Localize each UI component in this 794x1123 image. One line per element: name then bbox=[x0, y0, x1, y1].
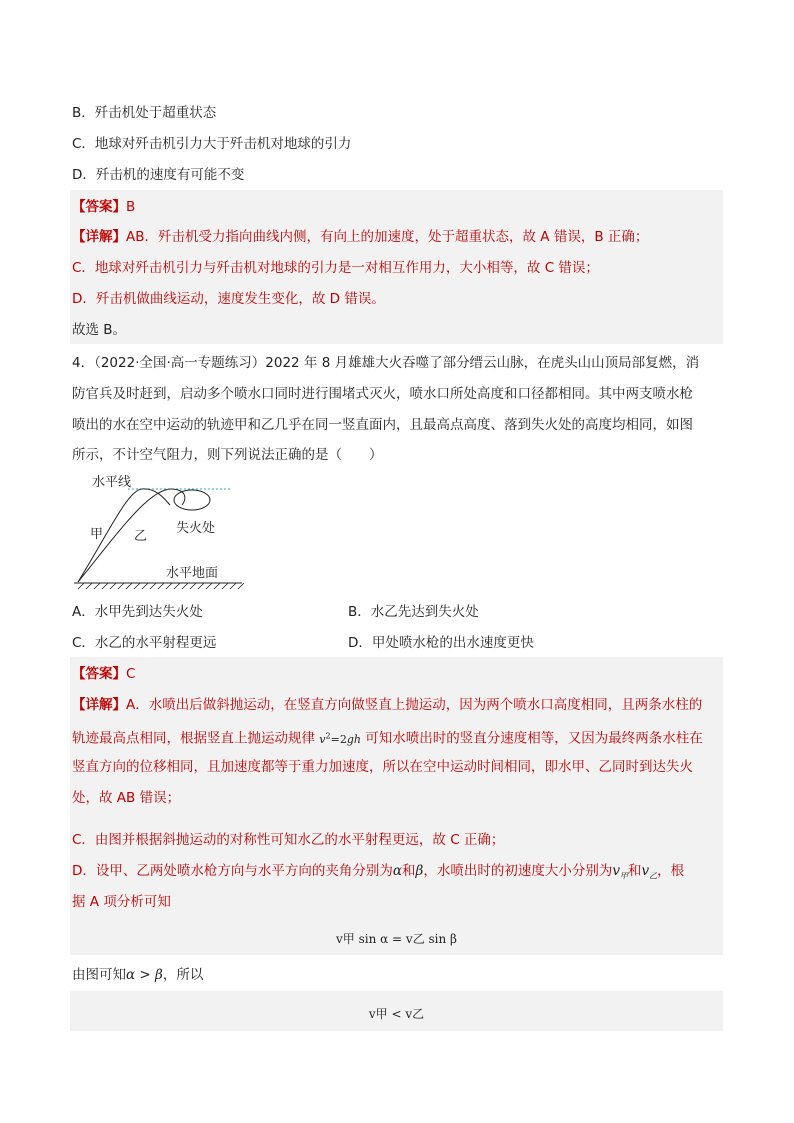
detail-text: 和 bbox=[627, 863, 642, 879]
label-horizontal-line: 水平线 bbox=[92, 475, 132, 490]
q3-option-c: C．地球对歼击机引力大于歼击机对地球的引力 bbox=[72, 136, 352, 152]
beta-symbol: β bbox=[415, 863, 424, 879]
ground-hatching bbox=[78, 583, 244, 589]
q4-answer bbox=[72, 665, 135, 683]
detail-text: ，水喷出时的初速度大小分别为 bbox=[423, 863, 613, 879]
q4-stem-line4: 所示，不计空气阻力，则下列说法正确的是（ ） bbox=[72, 447, 383, 463]
label-fire: 失火处 bbox=[176, 521, 216, 536]
detail-text: 可知水喷出时的竖直分速度相等，又因为最终两条水柱在 bbox=[365, 730, 703, 747]
q3-option-d: D．歼击机的速度有可能不变 bbox=[72, 167, 245, 183]
detail-text: ，根 bbox=[657, 863, 685, 879]
q3-detail-d: D．歼击机做曲线运动，速度发生变化，故 D 错误。 bbox=[72, 291, 385, 307]
label-ground: 水平地面 bbox=[166, 566, 219, 581]
label-yi: 乙 bbox=[134, 529, 148, 544]
q4-detail-a4: 处，故 AB 错误； bbox=[72, 790, 181, 806]
alpha-symbol: α bbox=[392, 863, 403, 879]
q3-detail-c: C．地球对歼击机引力与歼击机对地球的引力是一对相互作用力，大小相等，故 C 错误； bbox=[72, 260, 599, 276]
answer-tag: 【答案】 bbox=[72, 199, 126, 215]
fire-spot bbox=[174, 490, 210, 510]
detail-text: ，所以 bbox=[162, 967, 204, 983]
q4-stem-line2: 防官兵及时赶到，启动多个喷水口同时进行围堵式灭火，喷水口所处高度和口径都相同。其中两支喷水枪 bbox=[72, 386, 693, 402]
q4-detail-d2: 据 A 项分析可知 bbox=[72, 894, 171, 910]
q4-option-d: D．甲处喷水枪的出水速度更快 bbox=[348, 635, 534, 651]
vertical-throw-formula: $v^2=2gh$ bbox=[319, 731, 361, 746]
detail-text: 和 bbox=[402, 863, 416, 879]
q4-detail-a1 bbox=[72, 696, 702, 714]
answer-value: B bbox=[126, 199, 136, 215]
detail-text: A．水喷出后做斜抛运动，在竖直方向做竖直上抛运动，因为两个喷水口高度相同，且两条水柱的 bbox=[126, 697, 703, 713]
detail-text: 由图可知 bbox=[72, 967, 126, 983]
formula-2: v甲 < v乙 bbox=[368, 1007, 425, 1021]
answer-value: C bbox=[126, 666, 136, 682]
q4-option-b: B．水乙先达到失火处 bbox=[348, 604, 479, 620]
q4-stem-line1: 4．（2022·全国·高一专题练习）2022 年 8 月雄雄大火吞噬了部分缙云山脉，在虎头山山顶局部复燃，消 bbox=[72, 355, 700, 371]
trajectory-figure bbox=[70, 470, 250, 595]
v-jia-symbol: $v_甲$ bbox=[612, 863, 628, 881]
formula-1: v甲 sin α = v乙 sin β bbox=[336, 932, 457, 946]
answer-tag: 【答案】 bbox=[72, 666, 126, 682]
q4-option-a: A．水甲先到达失火处 bbox=[72, 604, 203, 620]
v-yi-symbol: $v_乙$ bbox=[641, 863, 658, 881]
detail-tag: 【详解】 bbox=[72, 697, 126, 713]
detail-text: AB．歼击机受力指向曲线内侧，有向上的加速度，处于超重状态，故 A 错误，B 正确； bbox=[126, 229, 649, 245]
q4-option-c: C．水乙的水平射程更远 bbox=[72, 635, 217, 651]
q4-inequality-line bbox=[72, 966, 203, 984]
detail-tag: 【详解】 bbox=[72, 229, 126, 245]
q3-conclusion: 故选 B。 bbox=[72, 322, 127, 338]
inequality: α > β bbox=[126, 967, 163, 983]
q4-detail-a3: 竖直方向的位移相同，且加速度都等于重力加速度，所以在空中运动时间相同，即水甲、乙同时到达失火 bbox=[72, 759, 693, 775]
detail-text: D．设甲、乙两处喷水枪方向与水平方向的夹角分别为 bbox=[72, 863, 393, 879]
q3-option-b: B．歼击机处于超重状态 bbox=[72, 105, 217, 121]
detail-text: 轨迹最高点相同，根据竖直上抛运动规律 bbox=[72, 730, 315, 747]
q3-detail-ab bbox=[72, 228, 648, 246]
q4-detail-d1 bbox=[72, 862, 684, 886]
q3-answer bbox=[72, 198, 135, 216]
label-jia: 甲 bbox=[90, 527, 104, 542]
q4-detail-a2 bbox=[72, 727, 703, 749]
q4-stem-line3: 喷出的水在空中运动的轨迹甲和乙几乎在同一竖直面内，且最高点高度、落到失火处的高度均相同，如图 bbox=[72, 417, 693, 433]
q4-detail-c: C．由图并根据斜抛运动的对称性可知水乙的水平射程更远，故 C 正确； bbox=[72, 832, 505, 848]
